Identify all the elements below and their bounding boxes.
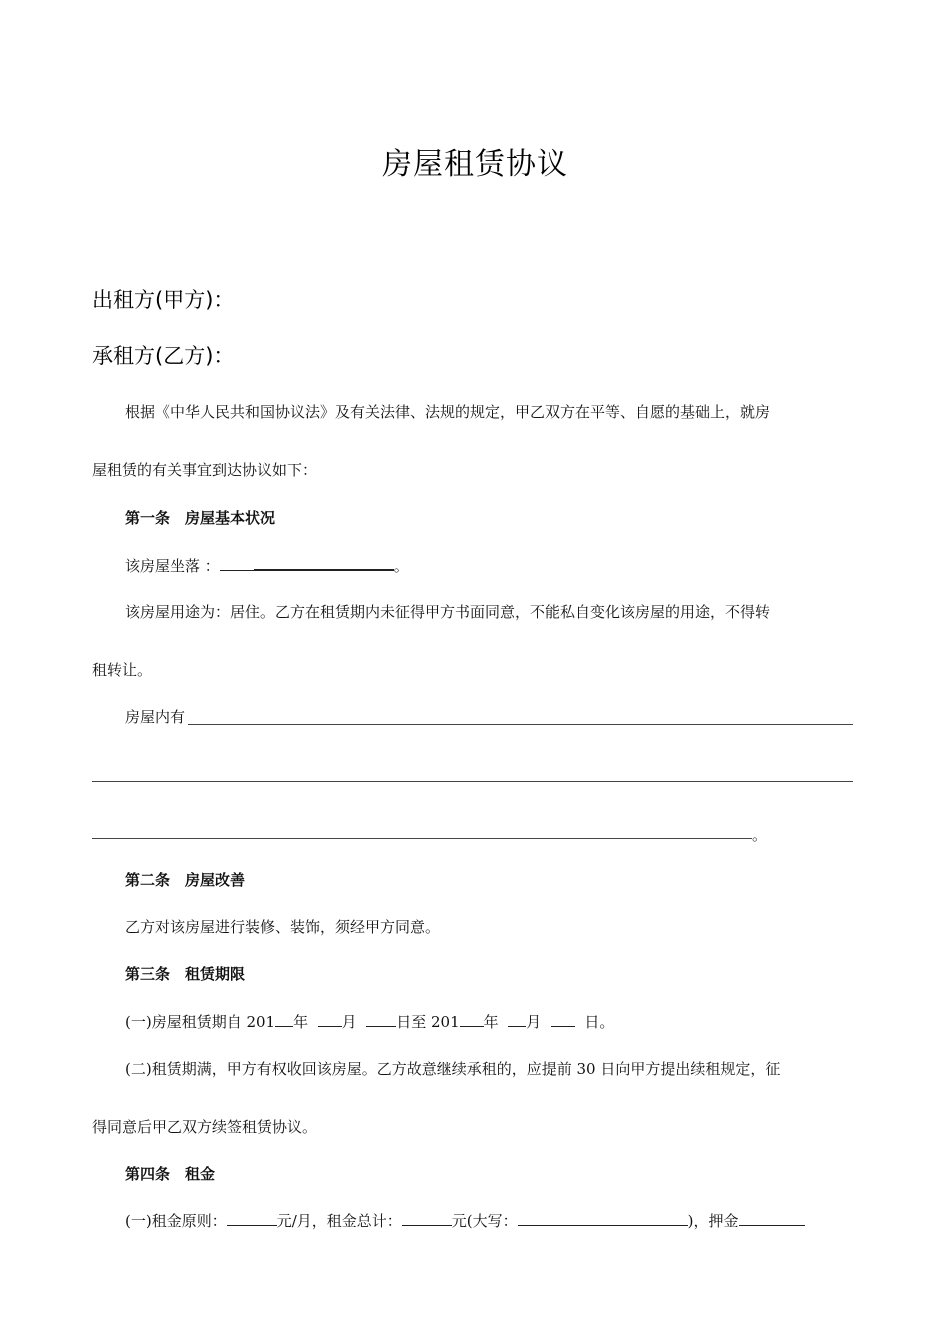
intro-line-2: 屋租赁的有关事宜到达协议如下： xyxy=(92,461,318,479)
term-line xyxy=(125,1012,614,1032)
location-end: 。 xyxy=(393,557,409,575)
term-end-year-label: 年 xyxy=(483,1013,499,1031)
term-start-year-blank xyxy=(275,1012,293,1027)
rent-line xyxy=(125,1211,805,1231)
term-end-year-blank xyxy=(460,1012,484,1027)
contents-blank-line-3 xyxy=(92,838,752,839)
rent-uppercase-label: 元(大写： xyxy=(451,1212,518,1230)
term-start-month-blank xyxy=(318,1012,342,1027)
term-end-month-blank xyxy=(508,1012,526,1027)
term-year-label: 年 xyxy=(293,1013,309,1031)
document-title: 房屋租赁协议 xyxy=(382,147,568,182)
deposit-label: )，押金 xyxy=(687,1212,739,1230)
term-end-prefix: 日至 201 xyxy=(396,1013,460,1031)
contents-end: 。 xyxy=(752,826,768,844)
location-blank xyxy=(254,555,394,571)
rent-standard-label: (一)租金原则： xyxy=(125,1212,227,1230)
term-end-month-label: 月 xyxy=(526,1013,542,1031)
term-end-day-label: 日。 xyxy=(584,1013,615,1031)
renew-line-1: (二)租赁期满，甲方有权收回该房屋。乙方故意继续承租的，应提前 30 日向甲方提出续租规定，征 xyxy=(125,1060,781,1078)
term-start-day-blank xyxy=(366,1012,396,1027)
article-2-heading: 第二条 房屋改善 xyxy=(125,871,246,889)
article-2-text: 乙方对该房屋进行装修、装饰，须经甲方同意。 xyxy=(125,918,441,936)
deposit-blank xyxy=(739,1211,805,1226)
article-3-heading: 第三条 租赁期限 xyxy=(125,965,246,983)
term-month-label: 月 xyxy=(341,1013,357,1031)
rent-total-blank xyxy=(402,1211,452,1226)
usage-line-1: 该房屋用途为：居住。乙方在租赁期内未征得甲方书面同意，不能私自变化该房屋的用途，不得转 xyxy=(125,603,771,621)
article-1-heading: 第一条 房屋基本状况 xyxy=(125,509,276,527)
term-end-day-blank xyxy=(551,1012,575,1027)
location-label: 该房屋坐落 ： xyxy=(125,557,220,575)
rent-uppercase-blank xyxy=(518,1211,688,1226)
location-line xyxy=(125,555,409,576)
lessor-label: 出租方(甲方)： xyxy=(92,288,235,312)
term-start-prefix: (一)房屋租赁期自 201 xyxy=(125,1013,276,1031)
intro-line-1: 根据《中华人民共和国协议法》及有关法律、法规的规定，甲乙双方在平等、自愿的基础上，就房 xyxy=(125,403,771,421)
rent-monthly-blank xyxy=(227,1211,277,1226)
usage-line-2: 租转让。 xyxy=(92,661,153,679)
contents-blank-line-2 xyxy=(92,781,853,782)
contents-blank-line-1 xyxy=(188,724,853,725)
rent-total-label: 元/月，租金总计： xyxy=(276,1212,402,1230)
article-4-heading: 第四条 租金 xyxy=(125,1165,216,1183)
renew-line-2: 得同意后甲乙双方续签租赁协议。 xyxy=(92,1118,318,1136)
contents-label: 房屋内有 xyxy=(125,708,186,726)
lessee-label: 承租方(乙方)： xyxy=(92,344,235,368)
location-blank-thin xyxy=(220,556,254,571)
